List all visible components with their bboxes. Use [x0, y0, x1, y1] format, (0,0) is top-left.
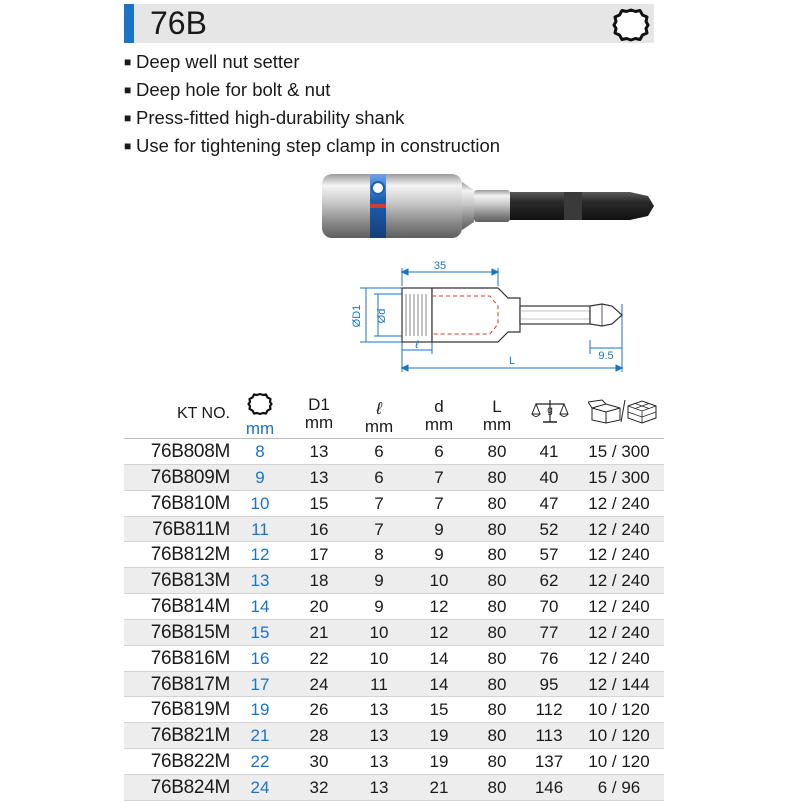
feature-item: ■ Deep hole for bolt & nut: [124, 76, 500, 104]
cell-g: 57: [539, 545, 559, 565]
cell-kt: 76B821M: [150, 725, 230, 747]
dim-d-label: Ød: [376, 308, 388, 324]
cell-size: 16: [250, 648, 270, 668]
scale-icon: [530, 396, 570, 426]
table-row: [124, 542, 664, 568]
cell-d: 21: [429, 777, 449, 797]
cell-g: 77: [539, 622, 559, 642]
table-row: [124, 723, 664, 749]
cell-kt: 76B822M: [150, 751, 230, 773]
technical-diagram: [340, 256, 640, 378]
header-L: L mm: [482, 397, 512, 434]
cell-kt: 76B812M: [150, 544, 230, 566]
cell-d: 19: [429, 752, 449, 772]
dim-d1-label: ØD1: [351, 304, 363, 328]
cell-pack: 12 / 240: [588, 519, 650, 539]
cell-d1: 17: [309, 545, 329, 565]
table-row: [124, 517, 664, 543]
cell-kt: 76B811M: [152, 518, 230, 540]
cell-kt: 76B809M: [150, 466, 230, 488]
dim-L-label: L: [508, 355, 516, 367]
cell-size: 11: [251, 519, 269, 539]
header-kt-no: KT NO.: [176, 405, 230, 422]
cell-size: 22: [250, 752, 270, 772]
cell-l: 7: [374, 519, 384, 539]
cell-g: 47: [539, 493, 559, 513]
cell-size: 15: [250, 622, 270, 642]
cell-d: 12: [429, 597, 449, 617]
twelve-point-icon: [610, 6, 652, 44]
cell-kt: 76B819M: [150, 699, 230, 721]
table-row: [124, 775, 664, 801]
cell-l: 13: [369, 700, 389, 720]
cell-L: 80: [487, 777, 507, 797]
cell-size: 14: [250, 597, 270, 617]
dim-35-label: 35: [433, 260, 447, 272]
cell-l: 13: [369, 752, 389, 772]
cell-l: 10: [369, 648, 389, 668]
table-row: [124, 439, 664, 465]
cell-kt: 76B813M: [150, 570, 230, 592]
cell-d1: 13: [309, 442, 329, 461]
cell-d: 14: [429, 648, 449, 668]
table-row: [124, 672, 664, 698]
cell-L: 80: [487, 571, 507, 591]
dim-l-label: ℓ: [415, 339, 419, 351]
cell-l: 9: [374, 597, 384, 617]
cell-d: 9: [434, 519, 444, 539]
bullet-icon: ■: [124, 139, 132, 153]
cell-d: 19: [429, 726, 449, 746]
cell-size: 13: [250, 571, 270, 591]
cell-L: 80: [487, 674, 507, 694]
cell-size: 12: [250, 545, 270, 565]
cell-d: 12: [429, 622, 449, 642]
cell-L: 80: [487, 622, 507, 642]
cell-kt: 76B810M: [150, 492, 230, 514]
cell-g: 95: [539, 674, 559, 694]
cell-kt: 76B816M: [150, 647, 230, 669]
svg-text:g: g: [547, 405, 553, 416]
cell-L: 80: [487, 493, 507, 513]
table-row: [124, 594, 664, 620]
cell-pack: 12 / 240: [588, 493, 650, 513]
feature-item: ■ Press-fitted high-durability shank: [124, 104, 500, 132]
cell-l: 6: [374, 467, 384, 487]
cell-g: 62: [539, 571, 559, 591]
feature-list: [124, 48, 500, 160]
cell-l: 13: [369, 726, 389, 746]
table-body: [124, 439, 664, 801]
cell-kt: 76B824M: [150, 776, 230, 798]
cell-pack: 12 / 144: [588, 674, 650, 694]
cell-g: 41: [539, 442, 559, 461]
cell-pack: 12 / 240: [588, 545, 650, 565]
cell-l: 7: [374, 493, 384, 513]
cell-size: 9: [255, 467, 265, 487]
cell-L: 80: [487, 597, 507, 617]
cell-size: 21: [250, 726, 270, 746]
cell-g: 113: [535, 726, 563, 746]
cell-d: 14: [429, 674, 449, 694]
cell-pack: 12 / 240: [588, 622, 650, 642]
cell-d1: 28: [309, 726, 329, 746]
table-row: [124, 568, 664, 594]
cell-size: 24: [250, 777, 270, 797]
header-l: ℓ mm: [364, 399, 394, 436]
cell-d1: 22: [309, 648, 329, 668]
cell-d1: 15: [309, 493, 329, 513]
cell-kt: 76B814M: [150, 596, 230, 618]
bullet-icon: ■: [124, 83, 132, 97]
cell-pack: 10 / 120: [588, 752, 650, 772]
dim-9-5-label: 9.5: [598, 350, 614, 362]
cell-d: 10: [429, 571, 449, 591]
cell-L: 80: [487, 442, 507, 461]
cell-g: 70: [539, 597, 559, 617]
cell-d: 9: [434, 545, 444, 565]
cell-pack: 15 / 300: [588, 467, 650, 487]
cell-pack: 10 / 120: [588, 700, 650, 720]
cell-d1: 30: [309, 752, 329, 772]
box-carton-icon: [588, 398, 660, 424]
cell-L: 80: [487, 752, 507, 772]
cell-size: 8: [255, 442, 265, 461]
cell-d: 7: [434, 493, 444, 513]
cell-g: 40: [539, 467, 559, 487]
feature-item: ■ Use for tightening step clamp in construction: [124, 132, 500, 160]
header-package: [586, 398, 662, 428]
cell-pack: 15 / 300: [588, 442, 650, 461]
cell-g: 112: [535, 700, 563, 720]
product-image: [318, 168, 658, 244]
cell-L: 80: [487, 545, 507, 565]
cell-kt: 76B808M: [150, 441, 230, 462]
cell-d1: 26: [309, 700, 329, 720]
cell-d1: 20: [309, 597, 329, 617]
header-d1: D1 mm: [304, 395, 334, 432]
cell-L: 80: [487, 726, 507, 746]
table-row: [124, 697, 664, 723]
cell-pack: 12 / 240: [588, 597, 650, 617]
cell-pack: 12 / 240: [588, 571, 650, 591]
cell-l: 13: [369, 777, 389, 797]
cell-size: 19: [250, 700, 270, 720]
header-weight: [528, 396, 572, 430]
table-row: [124, 491, 664, 517]
header-size: mm: [240, 392, 280, 438]
cell-L: 80: [487, 519, 507, 539]
cell-d1: 16: [309, 519, 329, 539]
cell-g: 52: [539, 519, 559, 539]
bullet-icon: ■: [124, 55, 132, 69]
cell-L: 80: [487, 648, 507, 668]
title-accent-bar: [124, 4, 134, 43]
cell-d1: 13: [309, 467, 329, 487]
spec-table: [124, 390, 664, 801]
cell-g: 146: [534, 777, 564, 797]
feature-item: ■ Deep well nut setter: [124, 48, 500, 76]
cell-d1: 32: [309, 777, 329, 797]
cell-l: 9: [374, 571, 384, 591]
cell-d: 6: [434, 442, 444, 461]
header-d: d mm: [424, 397, 454, 434]
cell-L: 80: [487, 467, 507, 487]
table-row: [124, 620, 664, 646]
table-row: [124, 646, 664, 672]
cell-size: 17: [250, 674, 270, 694]
cell-d1: 24: [309, 674, 329, 694]
cell-size: 10: [250, 493, 270, 513]
cell-kt: 76B815M: [150, 621, 230, 643]
page-title: 76B: [150, 5, 207, 41]
cell-g: 76: [539, 648, 559, 668]
cell-l: 6: [374, 442, 384, 461]
bullet-icon: ■: [124, 111, 132, 125]
table-row: [124, 749, 664, 775]
cell-l: 10: [369, 622, 389, 642]
cell-d: 7: [434, 467, 444, 487]
cell-l: 11: [370, 674, 388, 694]
cell-pack: 12 / 240: [588, 648, 650, 668]
table-header: [124, 390, 664, 439]
cell-d1: 21: [309, 622, 329, 642]
cell-kt: 76B817M: [150, 673, 230, 695]
cell-d: 15: [429, 700, 449, 720]
table-row: [124, 465, 664, 491]
cell-pack: 6 / 96: [597, 777, 641, 797]
cell-d1: 18: [309, 571, 329, 591]
cell-L: 80: [487, 700, 507, 720]
cell-pack: 10 / 120: [588, 726, 650, 746]
cell-l: 8: [374, 545, 384, 565]
cell-g: 137: [534, 752, 564, 772]
twelve-point-icon: [247, 392, 273, 416]
